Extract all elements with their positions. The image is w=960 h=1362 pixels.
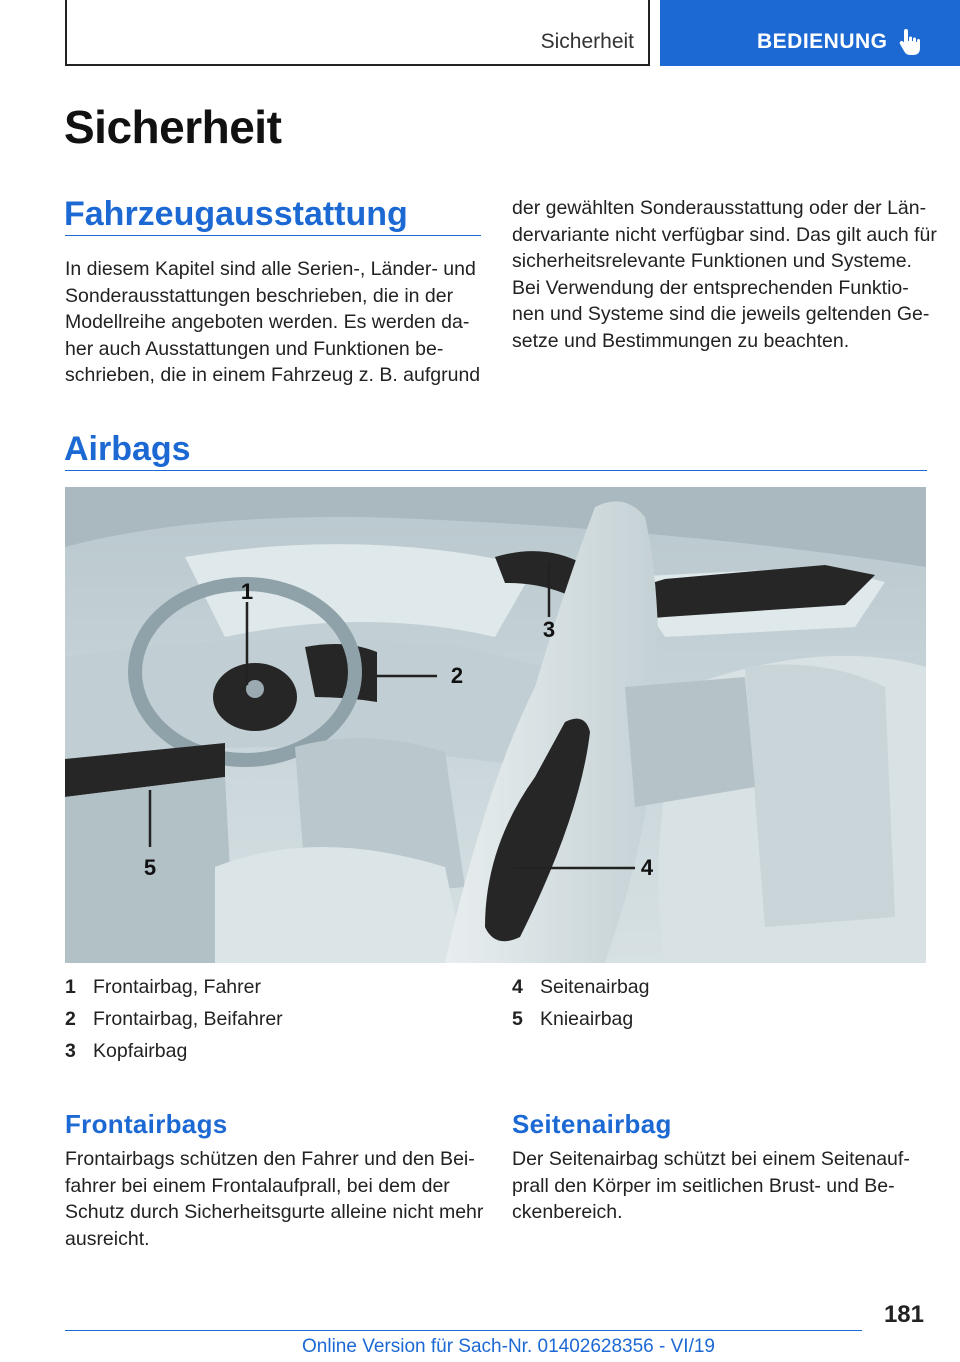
fahrzeugausstattung-col1 [65,256,480,389]
text-line: prall den Körper im seitlichen Brust- und Be- [512,1174,895,1197]
callout-2: 2 [450,663,464,688]
text-line: In diesem Kapitel sind alle Serien-, Länder- und [65,258,476,280]
text-line: fahrer bei einem Frontalaufprall, bei dem der [65,1174,450,1197]
text-line: dervariante nicht verfügbar sind. Das gilt auch für [512,223,937,246]
legend-label: Knieairbag [540,1008,634,1030]
subheading-frontairbags: Frontairbags [65,1109,228,1139]
text-line: sicherheitsrelevante Funktionen und Systeme. [512,250,912,272]
text-line: Schutz durch Sicherheitsgurte alleine nicht mehr [65,1201,484,1223]
text-line: nen und Systeme sind die jeweils geltenden Ge- [512,303,930,325]
airbag-illustration [65,487,926,963]
callout-3: 3 [542,617,556,642]
text-line: Frontairbags schützen den Fahrer und den Bei- [65,1148,475,1170]
page-number: 181 [883,1301,924,1328]
text-line: schrieben, die in einem Fahrzeug z. B. aufgrund [65,364,481,386]
page-title: Sicherheit [64,101,282,153]
text-line: ausreicht. [65,1227,150,1250]
legend-number: 2 [65,1008,76,1030]
callout-1: 1 [240,579,254,604]
text-line: her auch Ausstattungen und Funktionen be- [65,337,444,360]
legend-number: 5 [512,1008,523,1030]
legend-number: 3 [65,1040,76,1062]
text-line: Bei Verwendung der entsprechenden Funktio- [512,276,909,299]
fahrzeugausstattung-col2 [512,195,937,354]
text-line: Modellreihe angeboten werden. Es werden da- [65,311,470,333]
text-line: Der Seitenairbag schützt bei einem Seitenauf- [512,1148,910,1170]
header-section-box [65,0,650,66]
legend-number: 1 [65,976,76,998]
text-line: ckenbereich. [512,1201,623,1223]
footer-online-version[interactable]: Online Version für Sach-Nr. 01402628356 - VI/19 [302,1336,715,1357]
legend-label: Kopfairbag [93,1040,188,1062]
footer-rule [65,1330,862,1331]
text-line: Sonderausstattungen beschrieben, die in der [65,284,454,307]
legend-label: Frontairbag, Beifahrer [93,1008,283,1030]
header-chapter-label: BEDIENUNG [757,30,888,53]
callout-5: 5 [143,855,157,880]
legend-label: Frontairbag, Fahrer [93,976,261,998]
section-rule [65,235,481,236]
section-heading-fahrzeugausstattung: Fahrzeugausstattung [64,195,408,233]
section-rule [65,470,927,471]
header-section-title: Sicherheit [540,30,634,53]
text-line: der gewählten Sonderausstattung oder der Län- [512,197,927,219]
legend-label: Seitenairbag [540,976,650,998]
callout-4: 4 [640,855,654,880]
seitenairbag-text [512,1146,910,1226]
header-chapter-tab[interactable] [660,0,960,66]
legend-number: 4 [512,976,523,998]
subheading-seitenairbag: Seitenairbag [512,1109,672,1139]
pointing-hand-icon [896,27,926,57]
frontairbags-text [65,1146,483,1252]
section-heading-airbags: Airbags [64,430,191,468]
text-line: setze und Bestimmungen zu beachten. [512,329,850,352]
